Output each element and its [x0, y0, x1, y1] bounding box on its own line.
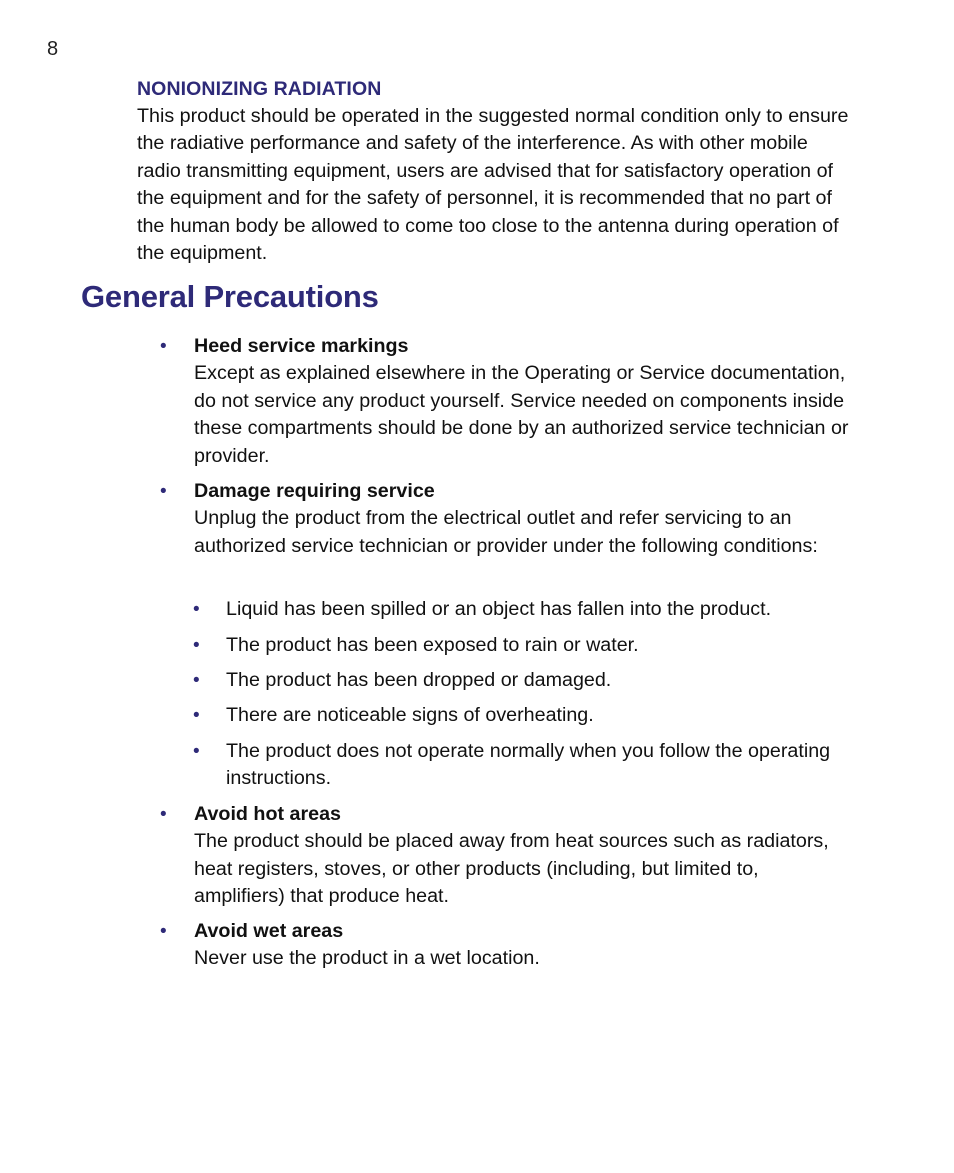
bullet-icon: • — [193, 599, 200, 620]
precaution-item-text: Unplug the product from the electrical outlet and refer servicing to an authorized service technician or provider under the following conditions: — [194, 507, 818, 557]
damage-condition-text: The product has been exposed to rain or water. — [226, 634, 639, 656]
precaution-item-title: Damage requiring service — [194, 480, 435, 502]
bullet-icon: • — [193, 741, 200, 762]
bullet-icon: • — [193, 635, 200, 656]
page-title: General Precautions — [81, 279, 379, 314]
precaution-item-content — [194, 333, 850, 470]
bullet-icon: • — [193, 705, 200, 726]
bullet-icon: • — [160, 481, 167, 502]
bullet-icon: • — [193, 670, 200, 691]
precaution-item-content — [194, 478, 850, 560]
precaution-item-title: Heed service markings — [194, 335, 409, 357]
precaution-item-content — [194, 801, 850, 911]
precaution-item-text: Except as explained elsewhere in the Operating or Service documentation, do not service any product yourself. Service needed on components inside these compartments should be done by an authorized service technician or provider. — [194, 362, 849, 467]
precaution-item-title: Avoid wet areas — [194, 920, 344, 942]
precaution-item-title: Avoid hot areas — [194, 803, 341, 825]
nonionizing-radiation-heading: NONIONIZING RADIATION — [137, 78, 382, 100]
bullet-icon: • — [160, 804, 167, 825]
damage-condition-text: Liquid has been spilled or an object has fallen into the product. — [226, 598, 772, 620]
bullet-icon: • — [160, 921, 167, 942]
damage-condition-text: There are noticeable signs of overheating. — [226, 704, 594, 726]
nonionizing-radiation-body: This product should be operated in the suggested normal condition only to ensure the radiative performance and safety of the interference. As with other mobile radio transmitting equipment, users are advised that for satisfactory operation of the equipment and for the safety of personnel, it is recommended that no part of the human body be allowed to come too close to the antenna during operation of the equipment. — [137, 105, 849, 265]
precaution-item-text: Never use the product in a wet location. — [194, 947, 540, 970]
precaution-item-text: The product should be placed away from heat sources such as radiators, heat registers, stoves, or other products (including, but limited to, amplifiers) that produce heat. — [194, 830, 829, 908]
damage-condition-text: The product has been dropped or damaged. — [226, 669, 612, 691]
bullet-icon: • — [160, 336, 167, 357]
page-number: 8 — [47, 38, 59, 60]
precaution-item-content — [194, 918, 850, 973]
damage-condition-text: The product does not operate normally when you follow the operating instructions. — [226, 740, 831, 790]
